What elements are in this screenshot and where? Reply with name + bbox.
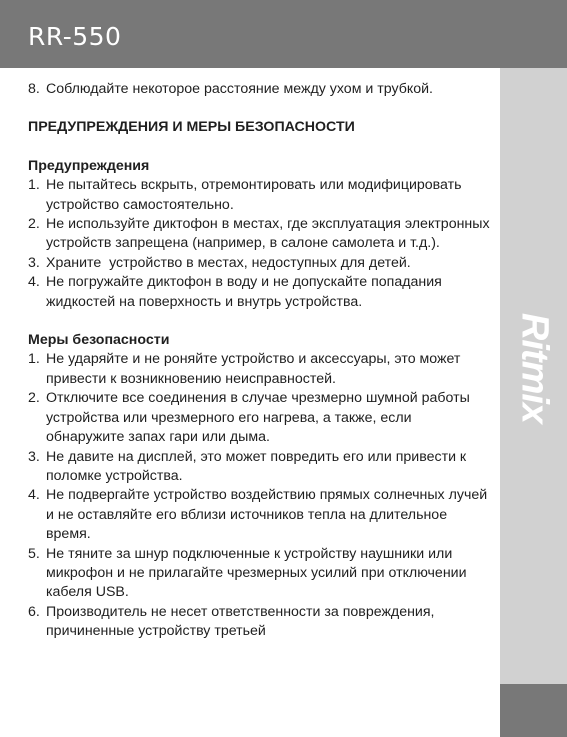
model-name: RR-550 (28, 22, 122, 51)
list-item (28, 389, 490, 447)
safety-heading: Меры безопасности (28, 332, 170, 349)
item-text: Не погружайте диктофон в воду и не допускайте попадания жидкостей на поверхность и внутрь устройства. (46, 274, 442, 310)
item-number: 1. (28, 177, 40, 194)
item-number: 2. (28, 390, 40, 407)
list-item (28, 80, 490, 99)
item-text: Отключите все соединения в случае чрезмерно шумной работы устройства или чрезмерного его нагрева, а также, если обнаружите запах гари или дыма. (46, 390, 470, 446)
warnings-heading: Предупреждения (28, 157, 150, 174)
safety-list (28, 350, 490, 641)
item-text: Не давите на дисплей, это может повредить его или привести к поломке устройства. (46, 448, 467, 484)
item-text: Соблюдайте некоторое расстояние между ухом и трубкой. (46, 81, 433, 97)
section-heading: ПРЕДУПРЕЖДЕНИЯ И МЕРЫ БЕЗОПАСНОСТИ (28, 119, 355, 136)
item-number: 1. (28, 351, 40, 368)
list-item (28, 448, 490, 487)
item-number: 5. (28, 545, 40, 562)
item-number: 6. (28, 603, 40, 620)
list-item (28, 215, 490, 254)
item-number: 2. (28, 216, 40, 233)
item-number: 4. (28, 274, 40, 291)
list-item (28, 254, 490, 273)
list-item (28, 603, 490, 642)
warnings-list (28, 176, 490, 312)
list-item (28, 545, 490, 603)
list-item (28, 350, 490, 389)
page-header (0, 0, 567, 68)
item-text: Не тяните за шнур подключенные к устройству наушники или микрофон и не прилагайте чрезмерных усилий при отключении кабеля USB. (46, 545, 467, 601)
brand-logo: Ritmix (513, 312, 556, 424)
item-number: 3. (28, 448, 40, 465)
item-text: Не пытайтесь вскрыть, отремонтировать или модифицировать устройство самостоятельно. (46, 177, 462, 213)
list-item (28, 176, 490, 215)
list-item (28, 486, 490, 544)
item-number: 3. (28, 254, 40, 271)
item-text: Не используйте диктофон в местах, где эксплуатация электронных устройств запрещена (например, в салоне самолета и т.д.). (46, 216, 490, 252)
item-text: Не ударяйте и не роняйте устройство и аксессуары, это может привести к возникновению неисправностей. (46, 351, 461, 387)
sidebar-footer-block (500, 684, 567, 737)
item-text: Не подвергайте устройство воздействию прямых солнечных лучей и не оставляйте его вблизи источников тепла на длительное время. (46, 487, 488, 543)
document-body (28, 80, 490, 642)
item-number: 8. (28, 81, 40, 97)
item-text: Производитель не несет ответственности за повреждения, причиненные устройству третьей (46, 603, 435, 640)
list-item (28, 273, 490, 312)
item-text: Храните устройство в местах, недоступных для детей. (46, 254, 411, 271)
item-number: 4. (28, 487, 40, 504)
